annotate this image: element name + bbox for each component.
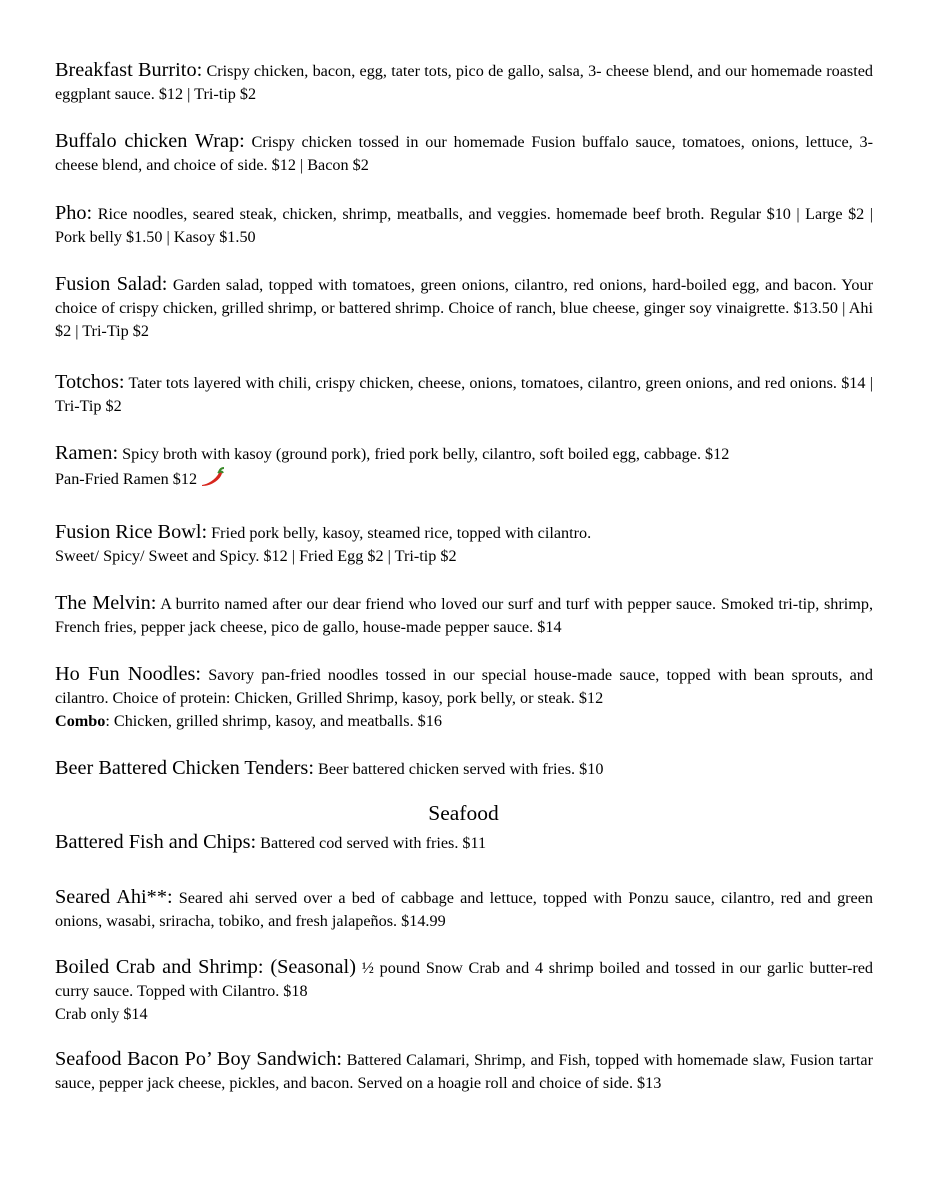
menu-item-fusion-salad	[55, 273, 873, 343]
menu-item-boiled-crab-shrimp	[55, 956, 873, 1026]
item-variant: Crab only $14	[55, 1005, 148, 1023]
menu-item-pho	[55, 202, 873, 249]
item-name: Pho:	[55, 202, 93, 224]
menu-item-chicken-tenders	[55, 757, 873, 781]
menu-item-buffalo-chicken-wrap	[55, 130, 873, 177]
chili-pepper-icon	[199, 466, 225, 495]
item-name: Totchos:	[55, 371, 125, 393]
item-description: Savory pan-fried noodles tossed in our special house-made sauce, topped with bean sprouts, and cilantro. Choice of protein: Chicken, Grilled Shrimp, kasoy, pork belly, or steak. $12	[55, 666, 873, 707]
menu-item-fish-and-chips	[55, 831, 873, 855]
item-description: ½ pound Snow Crab and 4 shrimp boiled and tossed in our garlic butter-red curry sauce. Topped with Cilantro. $18	[55, 959, 874, 1000]
item-name: Breakfast Burrito:	[55, 59, 203, 81]
item-description: Tater tots layered with chili, crispy chicken, cheese, onions, tomatoes, cilantro, green onions, and red onions. $14 | Tri-Tip $2	[55, 374, 873, 415]
menu-item-po-boy-sandwich	[55, 1048, 873, 1095]
item-description: Battered cod served with fries. $11	[260, 834, 487, 852]
item-name: Beer Battered Chicken Tenders:	[55, 757, 314, 779]
item-description: Garden salad, topped with tomatoes, green onions, cilantro, red onions, hard-boiled egg, and bacon. Your choice of crispy chicken, grilled shrimp, or battered shrimp. Choice of ranch, blue cheese, ginger soy vinaigrette. $13.50 | Ahi $2 | Tri-Tip $2	[55, 276, 873, 340]
item-description: Crispy chicken, bacon, egg, tater tots, pico de gallo, salsa, 3- cheese blend, and our homemade roasted eggplant sauce. $12 | Tri-tip $2	[55, 62, 873, 103]
combo-text: : Chicken, grilled shrimp, kasoy, and meatballs. $16	[105, 712, 442, 730]
item-name: Ramen:	[55, 442, 119, 464]
item-description: Beer battered chicken served with fries. $10	[318, 760, 604, 778]
item-name: Fusion Salad:	[55, 273, 168, 295]
menu-item-the-melvin	[55, 592, 873, 639]
item-description: Seared ahi served over a bed of cabbage and lettuce, topped with Ponzu sauce, cilantro, red and green onions, wasabi, sriracha, tobiko, and fresh jalapeños. $14.99	[55, 889, 874, 930]
item-name: Battered Fish and Chips:	[55, 831, 257, 853]
item-name: Buffalo chicken Wrap:	[55, 130, 245, 152]
item-name: Boiled Crab and Shrimp: (Seasonal)	[55, 956, 356, 978]
item-description: Fried pork belly, kasoy, steamed rice, topped with cilantro.	[211, 524, 592, 542]
menu-item-ho-fun-noodles	[55, 663, 873, 733]
item-variant: Sweet/ Spicy/ Sweet and Spicy. $12 | Fried Egg $2 | Tri-tip $2	[55, 547, 457, 565]
menu-item-seared-ahi	[55, 886, 873, 933]
item-description: Battered Calamari, Shrimp, and Fish, topped with homemade slaw, Fusion tartar sauce, pepper jack cheese, pickles, and bacon. Served on a hoagie roll and choice of side. $13	[55, 1051, 874, 1092]
item-description: Crispy chicken tossed in our homemade Fusion buffalo sauce, tomatoes, onions, lettuce, 3- cheese blend, and choice of side. $12 | Bacon $2	[55, 133, 873, 174]
item-name: The Melvin:	[55, 592, 157, 614]
menu-item-breakfast-burrito	[55, 59, 873, 106]
item-name: Ho Fun Noodles:	[55, 663, 202, 685]
item-name: Fusion Rice Bowl:	[55, 521, 208, 543]
item-description: A burrito named after our dear friend who loved our surf and turf with pepper sauce. Smoked tri-tip, shrimp, French fries, pepper jack cheese, pico de gallo, house-made pepper sauce. $14	[55, 595, 873, 636]
menu-item-fusion-rice-bowl	[55, 521, 873, 568]
item-description: Spicy broth with kasoy (ground pork), fried pork belly, cilantro, soft boiled egg, cabbage. $12	[122, 445, 730, 463]
menu-item-totchos	[55, 371, 873, 418]
combo-label: Combo	[55, 712, 106, 730]
item-name: Seared Ahi**:	[55, 886, 173, 908]
menu-item-ramen	[55, 442, 873, 495]
item-variant: Pan-Fried Ramen $12	[55, 470, 198, 489]
item-description: Rice noodles, seared steak, chicken, shrimp, meatballs, and veggies. homemade beef broth. Regular $10 | Large $2 | Pork belly $1.50 | Kasoy $1.50	[55, 205, 874, 246]
section-title-seafood: Seafood	[428, 801, 499, 825]
item-name: Seafood Bacon Po’ Boy Sandwich:	[55, 1048, 343, 1070]
